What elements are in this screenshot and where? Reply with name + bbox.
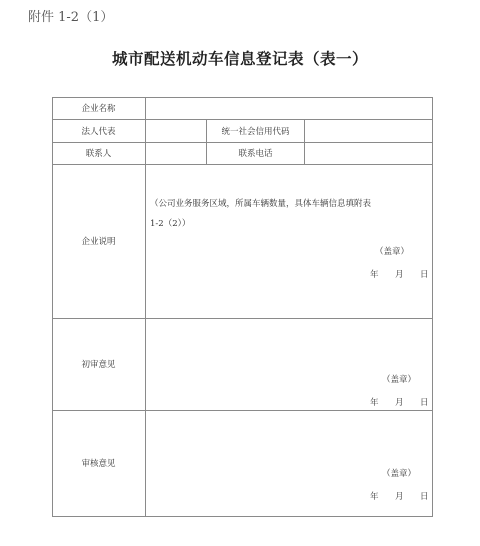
- attachment-label: 附件 1-2（1）: [28, 10, 114, 25]
- date-day: 日: [420, 492, 429, 502]
- review-label: 审核意见: [81, 459, 116, 469]
- company-name-field[interactable]: [146, 98, 432, 119]
- date-day: 日: [420, 398, 429, 408]
- date-month: 月: [395, 270, 404, 280]
- date-year: 年: [370, 270, 379, 280]
- description-note-line2: 1-2（2））: [150, 219, 191, 229]
- form-title: 城市配送机动车信息登记表（表一）: [111, 49, 368, 68]
- date-year: 年: [370, 398, 379, 408]
- initial-review-label: 初审意见: [81, 360, 116, 370]
- seal-text: （盖章）: [382, 375, 417, 385]
- date-month: 月: [395, 398, 404, 408]
- date-day: 日: [420, 270, 429, 280]
- contact-phone-label: 联系电话: [238, 149, 273, 159]
- contact-person-field[interactable]: [146, 143, 206, 164]
- legal-rep-label: 法人代表: [81, 126, 116, 137]
- contact-phone-field[interactable]: [305, 143, 432, 164]
- company-name-label: 企业名称: [81, 104, 116, 114]
- credit-code-field[interactable]: [305, 120, 432, 142]
- seal-text: （盖章）: [382, 469, 417, 479]
- table-border-right: [432, 97, 433, 517]
- date-year: 年: [370, 492, 379, 502]
- contact-person-label: 联系人: [85, 149, 112, 159]
- description-note-line1: （公司业务服务区域，所属车辆数量，具体车辆信息填附表: [150, 199, 372, 209]
- credit-code-label: 统一社会信用代码: [221, 126, 290, 137]
- company-desc-label: 企业说明: [81, 237, 116, 247]
- date-month: 月: [395, 492, 404, 502]
- legal-rep-field[interactable]: [146, 120, 206, 142]
- registration-form-table: [52, 97, 433, 517]
- table-border-bottom: [52, 516, 433, 517]
- seal-text: （盖章）: [375, 247, 410, 257]
